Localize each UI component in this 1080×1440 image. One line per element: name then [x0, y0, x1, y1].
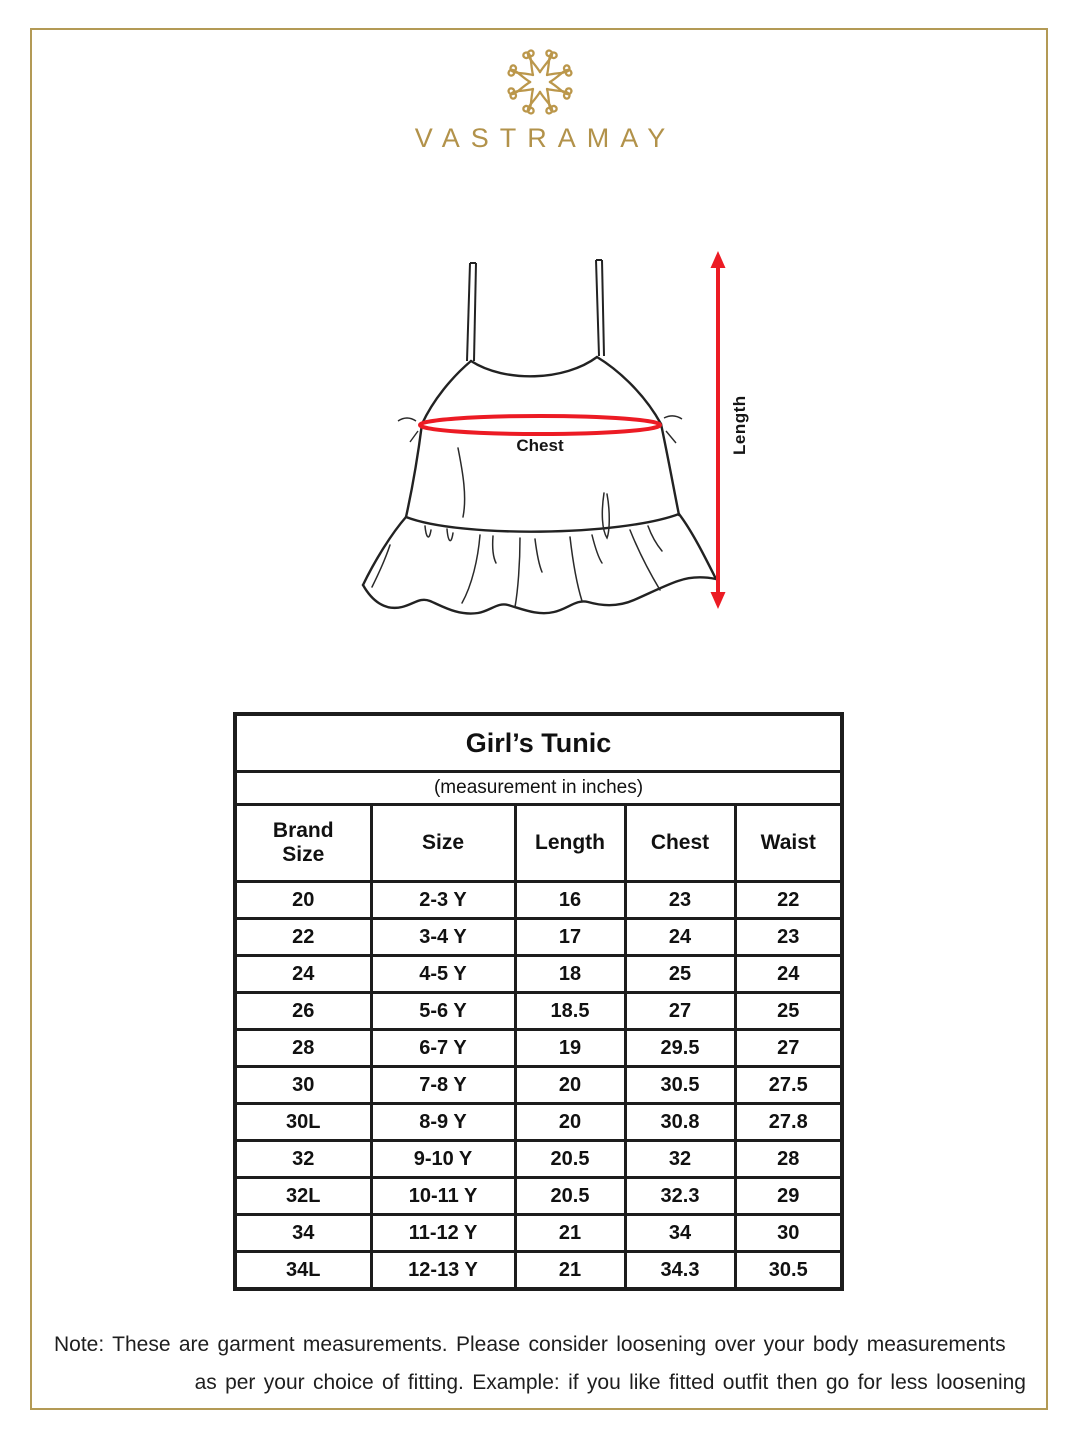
- size-cell: 2-3 Y: [371, 882, 515, 919]
- size-cell: 19: [515, 1030, 625, 1067]
- size-cell: 32.3: [625, 1178, 735, 1215]
- measurement-note: [54, 1326, 1026, 1402]
- size-cell: 34: [625, 1215, 735, 1252]
- size-cell: 32: [625, 1141, 735, 1178]
- chest-ellipse: [420, 416, 660, 434]
- brand-name: VASTRAMAY: [414, 123, 677, 153]
- size-row-34: [235, 1215, 842, 1252]
- brand-logo-icon: [504, 46, 576, 118]
- size-cell: 20: [515, 1104, 625, 1141]
- size-row-32: [235, 1141, 842, 1178]
- size-row-30l: [235, 1104, 842, 1141]
- size-cell: 30.8: [625, 1104, 735, 1141]
- length-measure-label: Length: [730, 395, 749, 455]
- size-row-32l: [235, 1178, 842, 1215]
- brand-logo: [0, 46, 1080, 154]
- size-cell: 20: [515, 1067, 625, 1104]
- size-cell: 28: [735, 1141, 842, 1178]
- size-cell: 12-13 Y: [371, 1252, 515, 1290]
- size-chart-title-row: [235, 714, 842, 772]
- column-header-length: Length: [515, 805, 625, 882]
- size-cell: 16: [515, 882, 625, 919]
- size-cell: 24: [625, 919, 735, 956]
- size-row-20: [235, 882, 842, 919]
- size-cell: 20.5: [515, 1141, 625, 1178]
- size-cell: 7-8 Y: [371, 1067, 515, 1104]
- size-cell: 4-5 Y: [371, 956, 515, 993]
- size-cell: 8-9 Y: [371, 1104, 515, 1141]
- size-chart-subtitle: (measurement in inches): [235, 772, 842, 805]
- size-cell: 25: [625, 956, 735, 993]
- size-row-22: [235, 919, 842, 956]
- size-row-26: [235, 993, 842, 1030]
- chest-measure-label: Chest: [516, 436, 564, 455]
- size-row-34l: [235, 1252, 842, 1290]
- strap-lines: [467, 260, 604, 361]
- size-cell: 21: [515, 1252, 625, 1290]
- size-cell: 11-12 Y: [371, 1215, 515, 1252]
- size-cell: 34.3: [625, 1252, 735, 1290]
- column-header-waist: Waist: [735, 805, 842, 882]
- size-chart: [233, 712, 844, 1291]
- size-cell: 27: [735, 1030, 842, 1067]
- column-header-chest: Chest: [625, 805, 735, 882]
- size-cell: 20.5: [515, 1178, 625, 1215]
- size-cell: 10-11 Y: [371, 1178, 515, 1215]
- size-chart-table: [233, 712, 844, 1291]
- garment-diagram: [330, 245, 780, 625]
- size-cell: 32L: [235, 1178, 371, 1215]
- size-cell: 20: [235, 882, 371, 919]
- size-cell: 9-10 Y: [371, 1141, 515, 1178]
- size-cell: 6-7 Y: [371, 1030, 515, 1067]
- size-cell: 24: [735, 956, 842, 993]
- size-cell: 34: [235, 1215, 371, 1252]
- size-cell: 22: [735, 882, 842, 919]
- size-cell: 34L: [235, 1252, 371, 1290]
- size-cell: 17: [515, 919, 625, 956]
- size-cell: 5-6 Y: [371, 993, 515, 1030]
- size-row-30: [235, 1067, 842, 1104]
- size-chart-subtitle-row: [235, 772, 842, 805]
- size-cell: 28: [235, 1030, 371, 1067]
- tunic-line-drawing: [330, 245, 780, 625]
- size-cell: 24: [235, 956, 371, 993]
- note-line-2: as per your choice of fitting. Example: if you like fitted outfit then go for less loosening: [194, 1371, 1026, 1394]
- size-cell: 30: [235, 1067, 371, 1104]
- size-cell: 27.5: [735, 1067, 842, 1104]
- size-cell: 30.5: [735, 1252, 842, 1290]
- size-cell: 25: [735, 993, 842, 1030]
- size-cell: 29.5: [625, 1030, 735, 1067]
- size-cell: 3-4 Y: [371, 919, 515, 956]
- column-header-size: Size: [371, 805, 515, 882]
- size-cell: 23: [625, 882, 735, 919]
- size-cell: 27.8: [735, 1104, 842, 1141]
- size-cell: 29: [735, 1178, 842, 1215]
- column-header-brand-size: Brand Size: [235, 805, 371, 882]
- size-row-28: [235, 1030, 842, 1067]
- size-cell: 18: [515, 956, 625, 993]
- size-cell: 30L: [235, 1104, 371, 1141]
- size-row-24: [235, 956, 842, 993]
- size-chart-title: Girl’s Tunic: [235, 714, 842, 772]
- size-cell: 30: [735, 1215, 842, 1252]
- size-cell: 26: [235, 993, 371, 1030]
- size-cell: 18.5: [515, 993, 625, 1030]
- length-arrow: [711, 251, 726, 609]
- size-cell: 30.5: [625, 1067, 735, 1104]
- tunic-outline: [363, 357, 716, 614]
- note-line-1: Note: These are garment measurements. Please consider loosening over your body measurements: [54, 1333, 1006, 1356]
- size-cell: 21: [515, 1215, 625, 1252]
- size-cell: 23: [735, 919, 842, 956]
- size-cell: 27: [625, 993, 735, 1030]
- size-chart-header-row: [235, 805, 842, 882]
- size-cell: 32: [235, 1141, 371, 1178]
- size-cell: 22: [235, 919, 371, 956]
